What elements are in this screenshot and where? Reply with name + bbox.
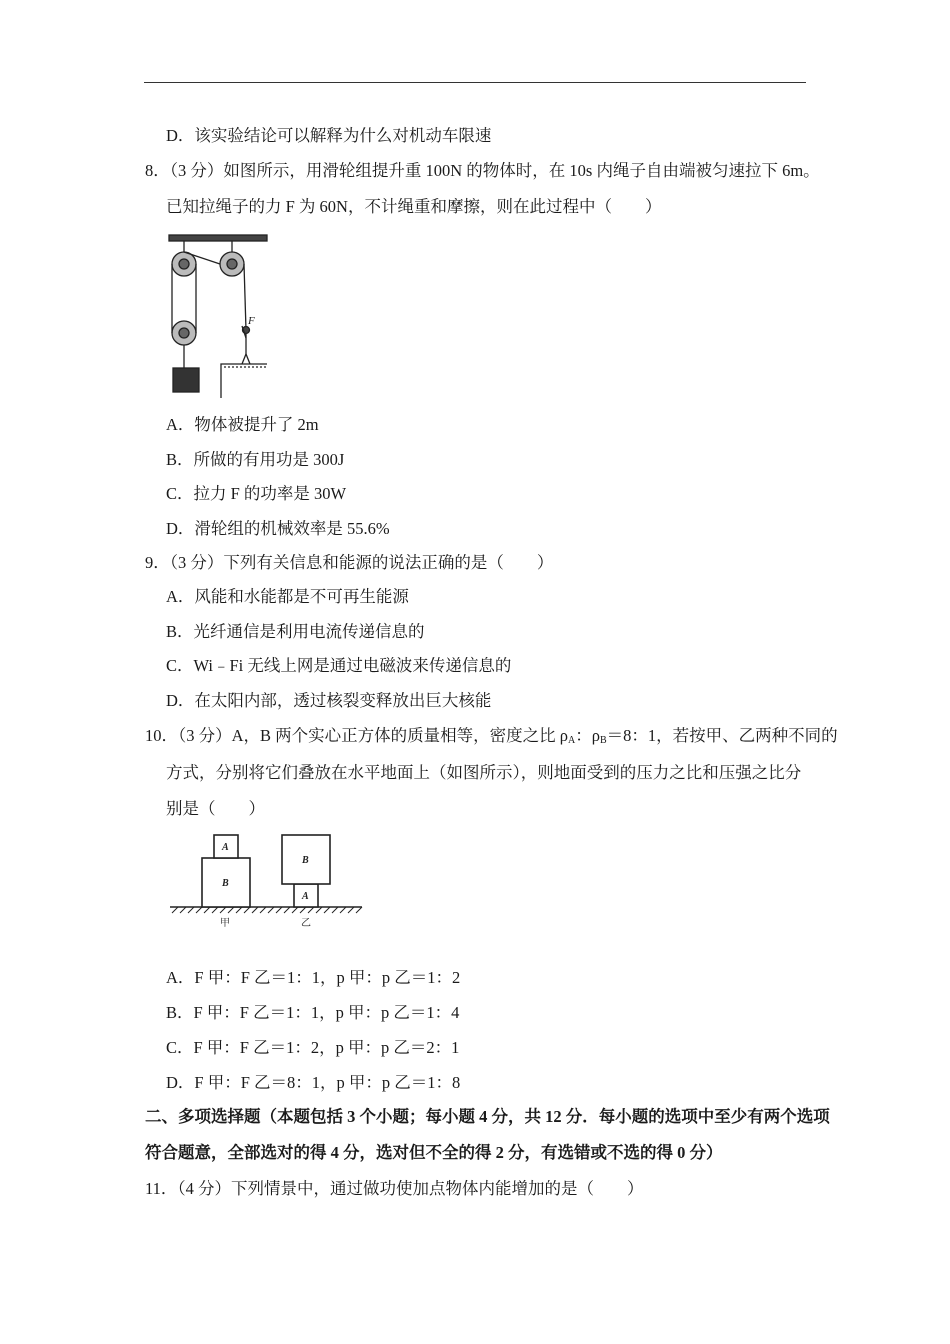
block-b-label-yi: B xyxy=(302,855,309,866)
blocks-figure xyxy=(168,830,364,930)
pulley-figure xyxy=(164,230,274,398)
q10-stem-line3: 别是（ ） xyxy=(166,799,265,818)
q9-option-d: D．在太阳内部，透过核裂变释放出巨大核能 xyxy=(166,691,492,710)
label-jia: 甲 xyxy=(220,918,230,929)
q8-option-a: A．物体被提升了 2m xyxy=(166,415,319,434)
q8-stem-line2: 已知拉绳子的力 F 为 60N，不计绳重和摩擦，则在此过程中（ ） xyxy=(166,197,662,216)
q9-option-c: C．Wi﹣Fi 无线上网是通过电磁波来传递信息的 xyxy=(166,656,512,675)
q9-option-a: A．风能和水能都是不可再生能源 xyxy=(166,587,409,606)
q10-option-a: A．F 甲：F 乙＝1：1，p 甲：p 乙＝1：2 xyxy=(166,968,461,987)
q8-option-c: C．拉力 F 的功率是 30W xyxy=(166,484,347,503)
section2-heading-line2: 符合题意，全部选对的得 4 分，选对但不全的得 2 分，有选错或不选的得 0 分） xyxy=(145,1143,723,1162)
q10-option-d: D．F 甲：F 乙＝8：1，p 甲：p 乙＝1：8 xyxy=(166,1073,461,1092)
q10-option-c: C．F 甲：F 乙＝1：2，p 甲：p 乙＝2：1 xyxy=(166,1038,460,1057)
q10-stem-line2: 方式，分别将它们叠放在水平地面上（如图所示），则地面受到的压力之比和压强之比分 xyxy=(166,763,802,782)
block-a-label-yi: A xyxy=(302,891,309,902)
q9-option-b: B．光纤通信是利用电流传递信息的 xyxy=(166,622,425,641)
q10-stem-line1: 10．（3 分）A，B 两个实心正方体的质量相等，密度之比 $\rho_A$：$\rho_B=8$：1，若按甲、乙两种不同的 xyxy=(145,726,838,746)
label-yi: 乙 xyxy=(301,918,311,929)
q9-stem: 9．（3 分）下列有关信息和能源的说法正确的是（ ） xyxy=(145,553,554,572)
pulley-force-label: F xyxy=(248,315,255,327)
block-b-label-jia: B xyxy=(222,878,229,889)
q8-stem-line1: 8．（3 分）如图所示，用滑轮组提升重 100N 的物体时，在 10s 内绳子自由端被匀速拉下 6m。 xyxy=(145,161,820,180)
block-a-label-jia: A xyxy=(222,842,229,853)
q11-stem: 11．（4 分）下列情景中，通过做功使加点物体内能增加的是（ ） xyxy=(145,1179,644,1198)
q8-option-b: B．所做的有用功是 300J xyxy=(166,450,345,469)
q8-option-d: D．滑轮组的机械效率是 55.6% xyxy=(166,519,390,538)
header-rule xyxy=(144,82,806,83)
q10-option-b: B．F 甲：F 乙＝1：1，p 甲：p 乙＝1：4 xyxy=(166,1003,460,1022)
section2-heading-line1: 二、多项选择题（本题包括 3 个小题；每小题 4 分，共 12 分．每小题的选项中至少有两个选项 xyxy=(145,1107,830,1126)
q7-option-d: D．该实验结论可以解释为什么对机动车限速 xyxy=(166,126,492,145)
